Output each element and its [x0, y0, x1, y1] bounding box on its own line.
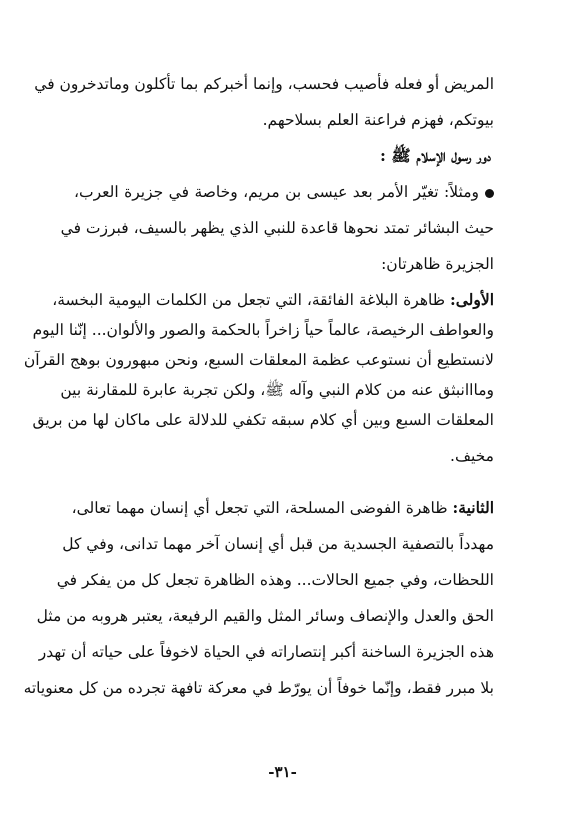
text-line-content: ومثلاً: تغيّر الأمر بعد عيسى بن مريم، وخاصة في جزيرة العرب، — [74, 183, 479, 201]
page-number: -٣١- — [268, 763, 297, 781]
text-line-content: ظاهرة البلاغة الفائقة، التي تجعل من الكلمات اليومية البخسة، — [52, 291, 446, 309]
text-line: بلا مبرر فقط، وإنّما خوفاً أن يورّط في معركة تافهة تجرده من كل معنوياته — [23, 679, 494, 697]
bullet-icon — [485, 189, 494, 198]
text-line: اللحظات، وفي جميع الحالات... وهذه الظاهرة تجعل كل من يفكر في — [56, 571, 494, 589]
text-line: والعواطف الرخيصة، عالماً حياً زاخراً بالحكمة والصور والألوان... إنّنا اليوم — [32, 321, 494, 339]
text-line: المعلقات السبع وبين أي كلام سبقه تكفي للدلالة على ماكان لها من بريق — [32, 411, 494, 429]
text-line: الجزيرة ظاهرتان: — [381, 255, 494, 273]
paragraph-lead: الثانية: — [452, 498, 494, 517]
text-line: حيث البشائر تمتد نحوها قاعدة للنبي الذي يظهر بالسيف، فبرزت في — [60, 219, 494, 237]
text-line: هذه الجزيرة الساخنة أكبر إنتصاراته في الحياة لاخوفاً على حياته أن تهدر — [38, 643, 494, 661]
text-line: ومااانبثق عنه من كلام النبي وآله ﷺ، ولكن تجربة عابرة للمقارنة بين — [60, 381, 494, 399]
section-heading: دور رسول الإسلام ﷺ : — [379, 146, 491, 165]
text-line — [74, 180, 494, 204]
text-line: مهدداً بالتصفية الجسدية من قبل أي إنسان آخر مهما تدانى، وفي كل — [62, 535, 494, 553]
text-line: الحق والعدل والإنصاف وسائر المثل والقيم الرفيعة، يعتبر هروبه من مثل — [36, 607, 494, 625]
text-line — [52, 288, 494, 312]
text-line — [71, 496, 494, 520]
text-line-content: ظاهرة الفوضى المسلحة، التي تجعل أي إنسان مهما تعالى، — [71, 499, 448, 517]
text-line: لانستطيع أن نستوعب عظمة المعلقات السبع، ونحن مبهورون بوهج القرآن — [23, 351, 494, 369]
paragraph-lead: الأولى: — [450, 290, 494, 309]
text-line: بيوتكم، فهزم فراعنة العلم بسلاحهم. — [262, 111, 494, 129]
text-line: المريض أو فعله فأصيب فحسب، وإنما أخبركم بما تأكلون وماتدخرون في — [34, 75, 494, 93]
text-line: مخيف. — [450, 447, 494, 465]
